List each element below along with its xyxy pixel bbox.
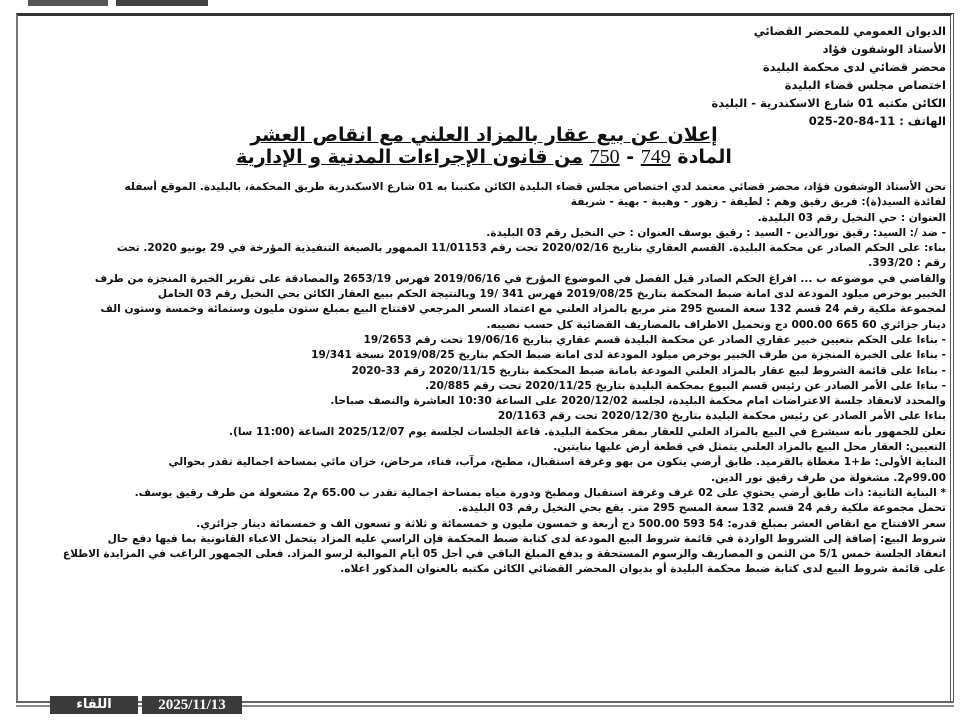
body-line: تحمل مجموعة ملكية رقم 24 قسم 132 سعة المسح 295 متر. يقع بحي النخيل رقم 03 البليدة. [457,502,946,515]
header-line: الكائن مكتبه 01 شارع الاسكندرية - البليدة [711,96,946,110]
notice-content [22,16,946,696]
body-line: التعيين: العقار محل البيع بالمزاد العلني يتمثل في قطعة أرض عليها بنايتين. [553,441,946,454]
body-line: * البناية الثانية: ذات طابق أرضي يحتوي على 02 غرف وغرفة استقبال ومطبخ ودورة مياه بمساحة اجمالية تقدر ب 65.00 م2 مشغولة من طرف رقيق يوسف. [134,486,946,499]
publication-date: 2025/11/13 [142,696,242,714]
header-line: الأستاذ الوشفون فؤاد [822,42,946,56]
body-line: - بناءا على الحكم بتعيين خبير عقاري الصادر عن محكمة البليدة قسم عقاري بتاريخ 19/06/16 تحت رقم 19/2653 [363,333,946,346]
body-line: بناءا على الأمر الصادر عن رئيس محكمة البليدة بتاريخ 2020/12/30 تحت رقم 20/1163 [497,410,946,423]
top-strip [0,0,960,6]
page-footer [0,692,960,724]
title-line-2 [22,146,946,168]
body-line: الخبير بوخرص ميلود المودعة لدى امانة ضبط المحكمة بتاريخ 2019/08/25 فهرس 341 /19 وبالنتيجة الحكم ببيع العقار الكائن بحي النخيل رقم 03 الحامل [157,288,946,301]
body-line: - بناءا على الخبرة المنجزة من طرف الخبير بوخرص ميلود المودعة لدى امانة ضبط الحكم بتاريخ 2019/08/25 نسخة 19/341 [311,349,946,362]
body-line: - ضد /: السيد: رقيق نورالدين - السيد : رقيق يوسف العنوان : حي النخيل رقم 03 البليدة. [486,226,946,239]
body-line: العنوان : حي النخيل رقم 03 البليدة. [757,211,946,224]
notice-body [22,180,946,578]
body-line: لفائدة السيد(ة): فريق رقيق وهم : لطيفة - زهور - وهيبة - بهية - شريفة [570,196,946,209]
title-separator: - [626,146,635,168]
top-tab [116,0,208,6]
bailiff-header [566,22,946,130]
body-line: رقم : 393/20. [868,257,946,270]
notice-title [22,124,946,168]
top-tab [28,0,108,6]
body-line: 99.00م2. مشغولة من طرف رقيق نور الدين. [710,471,946,484]
title-law-name: من قانون الإجراءات المدنية و الإدارية [236,146,583,168]
title-line-1: إعلان عن بيع عقار بالمزاد العلني مع انقاص العشر [250,124,718,146]
header-line: الهاتف : 11-84-20-025 [808,114,946,128]
body-line: على قائمة شروط البيع لدى كتابة ضبط محكمة البليدة أو بديوان المحضر القضائي الكائن مكتبه بالعنوان المذكور اعلاه. [340,563,946,576]
title-article-prefix: المادة [677,146,732,168]
body-line: لمجموعة ملكية رقم 24 قسم 132 سعة المسح 295 متر مربع بالمزاد العلني مع اعتماد السعر المرجعي لافتتاح البيع بمبلغ ستون مليون وستمائة وخمسة وستون الف [100,303,946,316]
body-line: والمحدد لانعقاد جلسة الاعتراضات امام محكمة البليدة، لجلسة 2020/12/02 على الساعة 10:30 العاشرة والنصف صباحا. [330,395,946,408]
body-line: نعلن للجمهور بأنه سيشرع في البيع بالمزاد العلني للعقار بمقر محكمة البليدة. قاعة الجلسات لجلسة يوم 2025/12/07 الساعة (11:00 سا). [229,425,946,438]
body-line: البناية الأولى: ط+1 مغطاة بالقرميد. طابق أرضي يتكون من بهو وغرفة استقبال، مطبخ، مرآب، فناء، مرحاض، خزان مائي بمساحة اجمالية تقدر بحوالي [168,456,946,469]
header-line: الديوان العمومي للمحضر القضائي [753,24,946,38]
body-line: والقاضي في موضوعه ب ... افراغ الحكم الصادر قبل الفصل في الموضوع المؤرخ في 2019/06/16 فهرس 2653/19 والمصادقة على تقرير الخبرة المنجزة من طرف [94,272,946,285]
newspaper-name: اللقاء [50,696,138,714]
header-line: محضر قضائي لدى محكمة البليدة [762,60,946,74]
title-article-b: 750 [589,146,620,168]
header-line: اختصاص مجلس قضاء البليدة [784,78,946,92]
body-line: نحن الأستاذ الوشفون فؤاد، محضر قضائي معتمد لدي اختصاص مجلس قضاء البليدة الكائن مكتبنا به 01 شارع الاسكندرية طريق المحكمة، بالبليدة. الموقع أسفله [124,181,946,193]
body-line: سعر الافتتاح مع انقاص العشر بمبلغ قدره: 54 593 500.00 دج أربعة و خمسون مليون و خمسمائة و ثلاثة و تسعون الف و خمسمائة دينار جزائري. [196,517,946,530]
body-line: انعقاد الجلسة خمس 5/1 من الثمن و المصاريف والرسوم المستحقة و يدفع المبلغ الباقي في أجل 05 أيام الموالية لرسو المزاد. فعلى الجمهور الراغب في المزايدة الاطلاع [62,548,946,561]
title-article-a: 749 [640,146,671,168]
body-line: بناء: على الحكم الصادر عن محكمة البليدة. القسم العقاري بتاريخ 2020/02/16 تحت رقم 11/01153 الممهور بالصيغة التنفيذية المؤرخة في 29 يونيو 2020. تحت [116,242,946,255]
body-line: دينار جزائري 60 665 000.00 دج وتحميل الاطراف بالمصاريف القضائية كل حسب نصيبه. [486,318,946,331]
body-line: - بناءا على قائمة الشروط لبيع عقار بالمزاد العلني المودعة بامانة ضبط المحكمة بتاريخ 2020/11/15 رقم 33-2020 [351,364,946,377]
body-line: شروط البيع: إضافة إلى الشروط الواردة في قائمة شروط البيع المودعة لدى كتابة ضبط المحكمة فإن الراسي عليه المزاد يتحمل الاعباء القانونية بما فيها دفع حال [107,532,946,545]
body-line: - بناءا على الأمر الصادر عن رئيس قسم البيوع بمحكمة البليدة بتاريخ 2020/11/25 تحت رقم 20/885. [425,379,946,392]
